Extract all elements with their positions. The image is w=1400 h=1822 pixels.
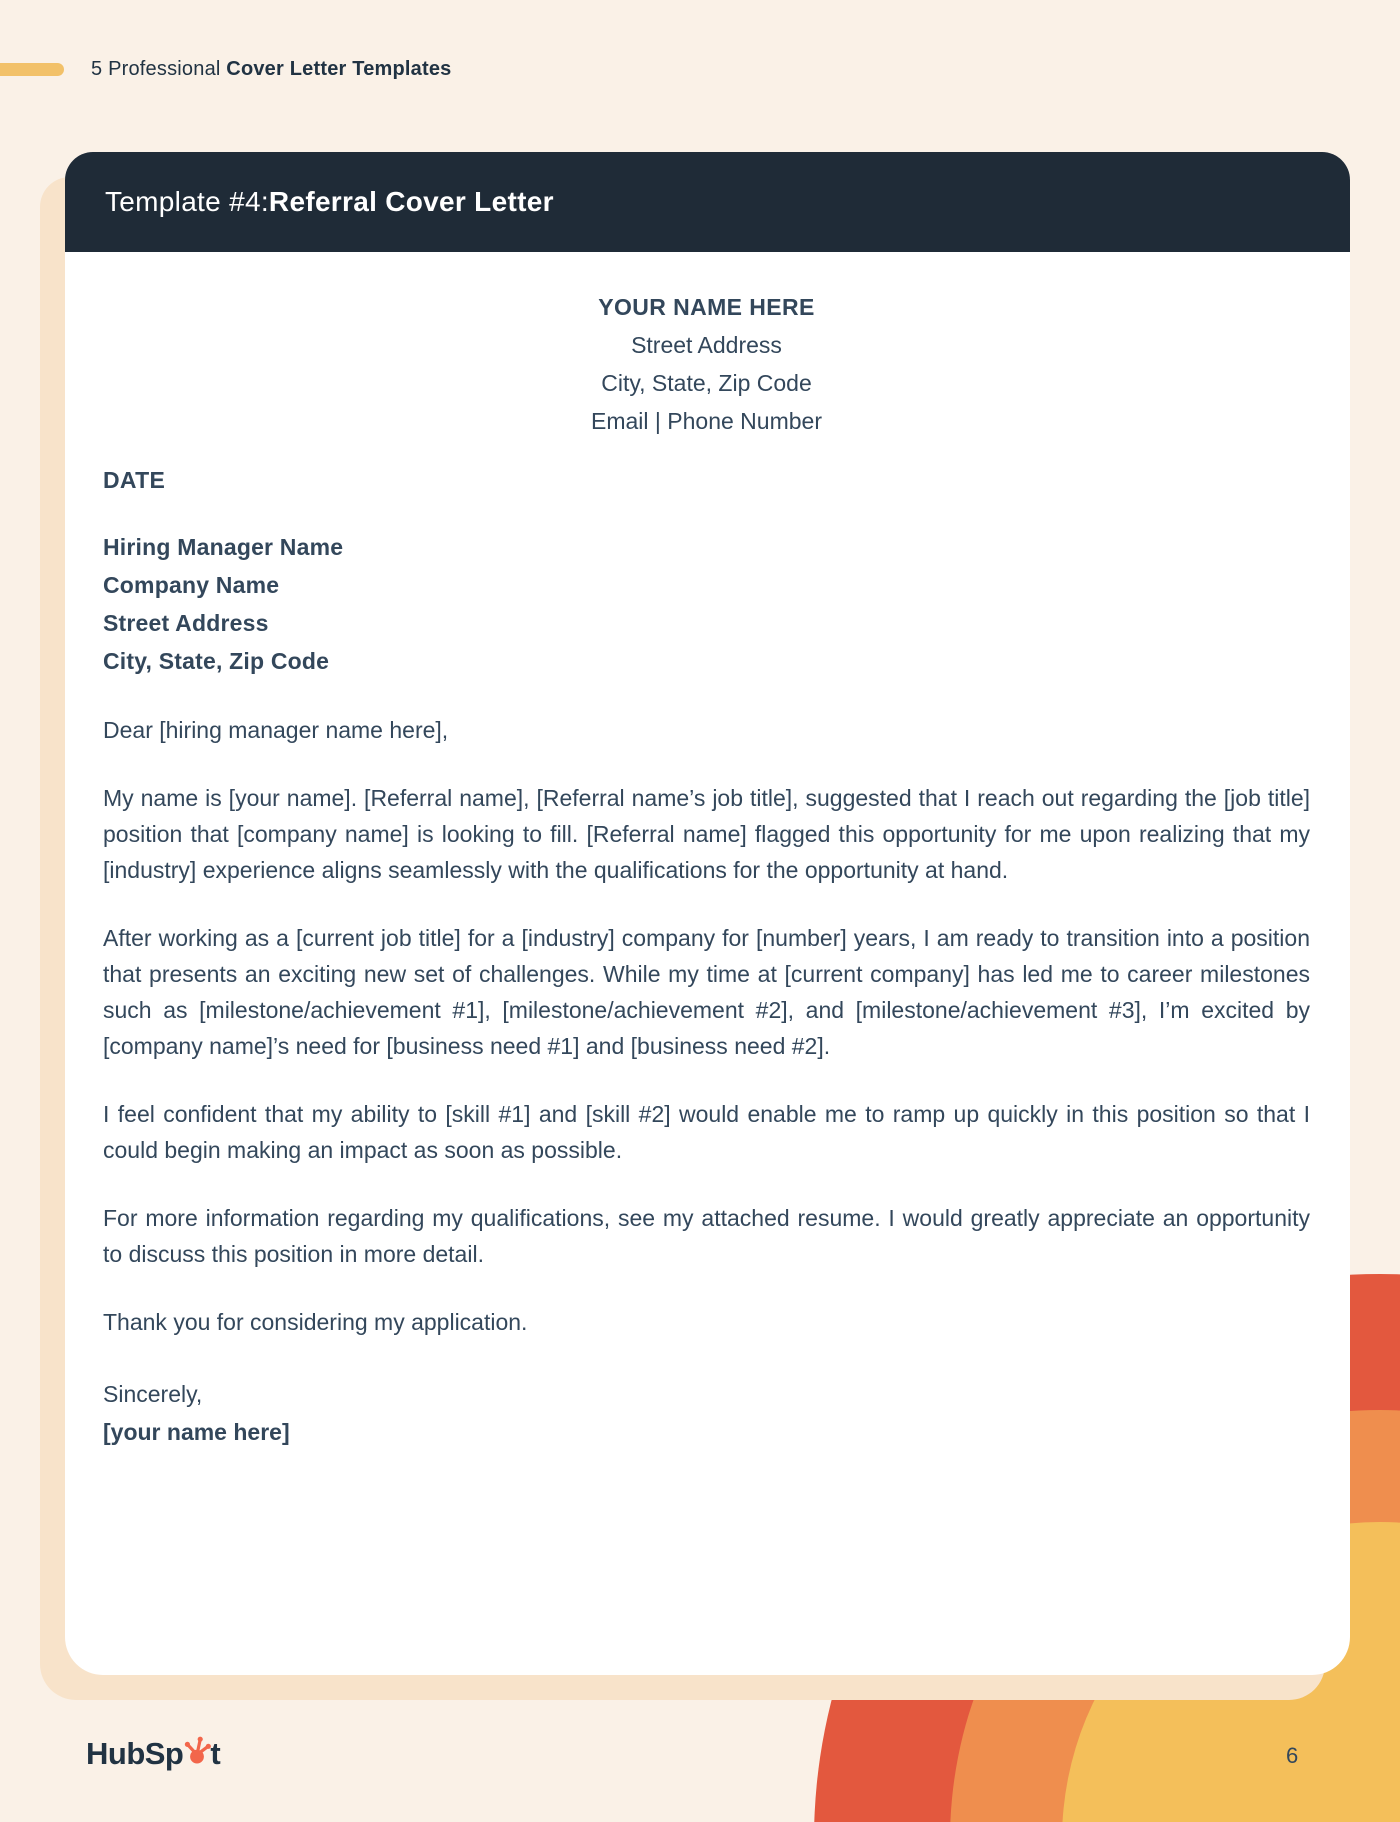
recipient-city: City, State, Zip Code xyxy=(103,648,330,674)
recipient-street: Street Address xyxy=(103,610,269,636)
paragraph-1: My name is [your name]. [Referral name], [Referral name’s job title], suggested that I reach out regarding the [job title] position that [company name] is looking to fill. [Referral name] flagged this opportunity for me upon realizing that my [industry] experience aligns seamlessly with the qualifications for the opportunity at hand. xyxy=(103,785,1310,883)
closing: Sincerely, xyxy=(103,1381,203,1407)
paragraph-4: For more information regarding my qualifications, see my attached resume. I would greatly appreciate an opportunity to discuss this position in more detail. xyxy=(103,1205,1310,1267)
recipient-name: Hiring Manager Name xyxy=(103,534,344,560)
banner-label-bold: Referral Cover Letter xyxy=(268,186,554,217)
paragraph-3: I feel confident that my ability to [skill #1] and [skill #2] would enable me to ramp up quickly in this position so that I could begin making an impact as soon as possible. xyxy=(103,1101,1310,1163)
sender-name: YOUR NAME HERE xyxy=(598,294,815,320)
accent-dash xyxy=(0,63,64,76)
banner-label-regular: Template #4: xyxy=(105,186,269,217)
page-title-bold: Cover Letter Templates xyxy=(226,58,452,80)
date-label: DATE xyxy=(103,467,166,493)
paragraph-2: After working as a [current job title] for a [industry] company for [number] years, I am ready to transition into a position that presents an exciting new set of challenges. While my time at [current company] has led me to career milestones such as [milestone/achievement #1], [milestone/achievement #2], and [milestone/achievement #3], I’m excited by [company name]’s need for [business need #1] and [business need #2]. xyxy=(103,925,1310,1059)
recipient-block xyxy=(103,528,1310,680)
page-title-regular: 5 Professional xyxy=(91,58,227,80)
paragraph-5: Thank you for considering my application. xyxy=(103,1309,528,1335)
hubspot-logo-text-left: HubSp xyxy=(86,1736,184,1771)
cover-letter-body xyxy=(65,252,1350,1450)
page-title xyxy=(91,58,452,81)
sender-street: Street Address xyxy=(631,332,782,358)
sender-contact: Email | Phone Number xyxy=(591,408,822,434)
hubspot-sprocket-icon xyxy=(182,1735,212,1767)
page-number: 6 xyxy=(1286,1743,1299,1768)
recipient-company: Company Name xyxy=(103,572,280,598)
salutation: Dear [hiring manager name here], xyxy=(103,717,449,743)
template-card xyxy=(65,152,1350,1675)
template-card-banner xyxy=(65,152,1350,252)
sender-city: City, State, Zip Code xyxy=(601,370,812,396)
sender-block xyxy=(103,288,1310,440)
hubspot-logo-text-right: t xyxy=(210,1736,221,1771)
signature-placeholder: [your name here] xyxy=(103,1419,290,1445)
hubspot-logo xyxy=(86,1736,220,1772)
